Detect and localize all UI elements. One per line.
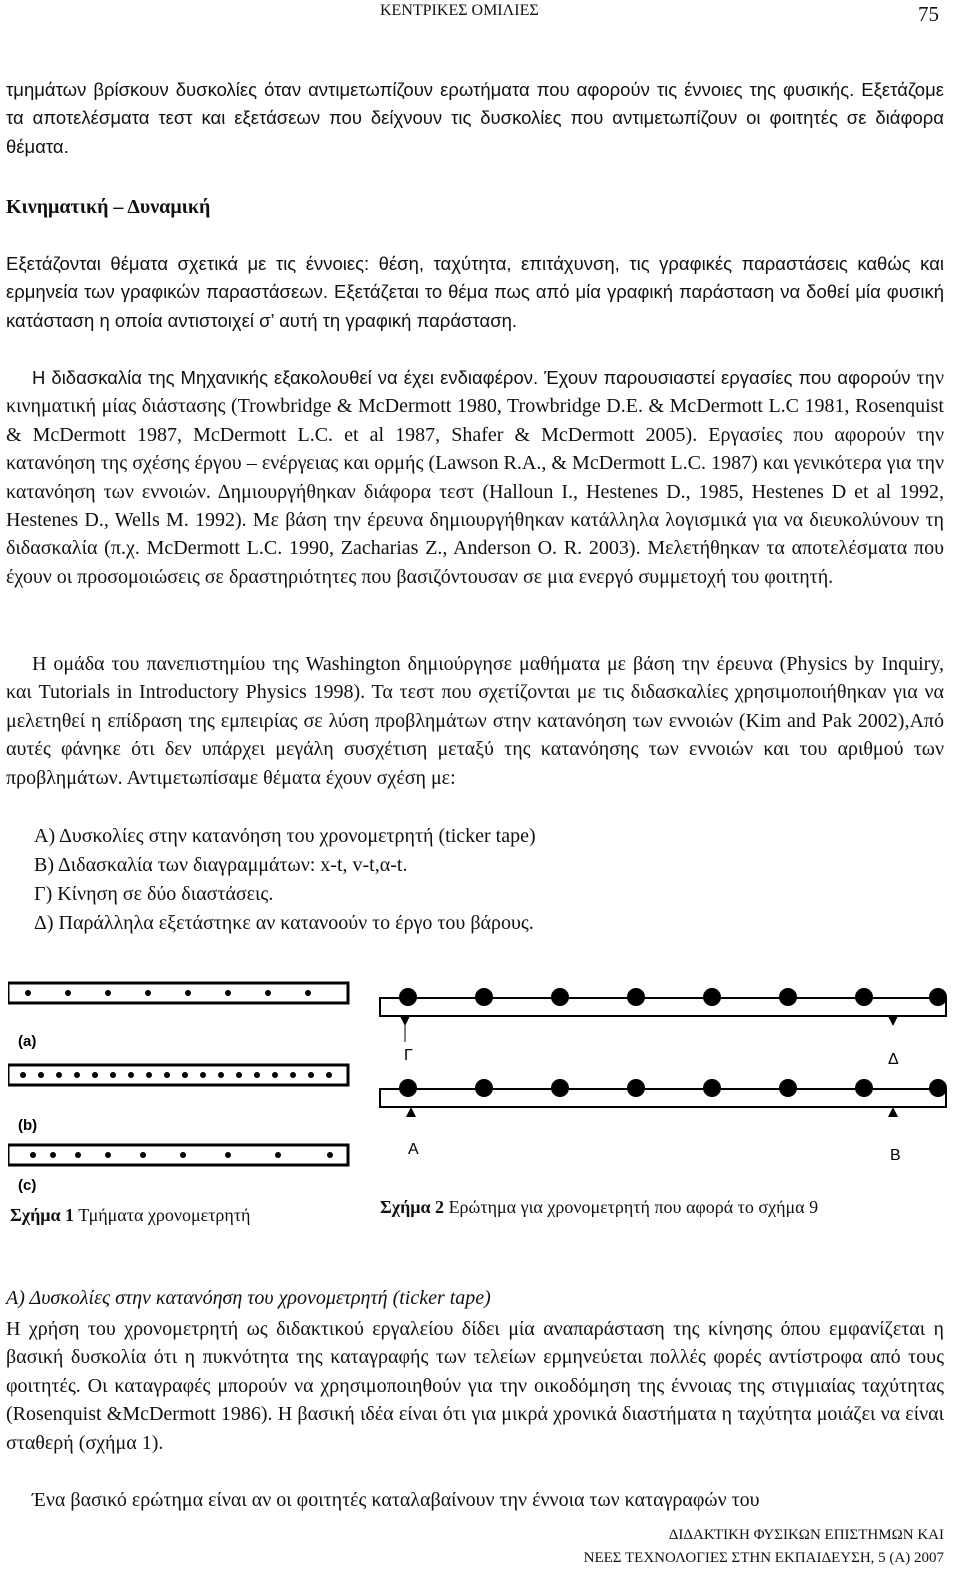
tape-b-dots bbox=[20, 1072, 332, 1078]
label-c: (c) bbox=[18, 1177, 37, 1194]
paragraph-ticker-tape: Η χρήση του χρονομετρητή ως διδακτικού εργαλείου δίδει μία αναπαράσταση της κίνησης όπου εμφανίζεται η βασική δυσκολία ότι η πυκνότητα της καταγραφής των τελείων ερμηνεύεται πολλές φορές αντίστροφα από τους φοιτητές. Οι καταγραφές μπορούν να χρησιμοποιηθούν για την οικοδόμηση της έννοιας της στιγμιαίας ταχύτητας (Rosenquist &McDermott 1986). Η βασική ιδέα είναι ότι για μικρά χρονικά διαστήματα η ταχύτητα μοιάζει να είναι σταθερή (σχήμα 1). bbox=[6, 1318, 944, 1454]
marker-alpha bbox=[406, 1107, 416, 1117]
topics-list bbox=[34, 822, 536, 938]
label-alpha: Α bbox=[408, 1141, 419, 1158]
figure-1-caption-label: Σχήμα 1 bbox=[10, 1205, 75, 1225]
intro-paragraph: τμημάτων βρίσκουν δυσκολίες όταν αντιμετωπίζουν ερωτήματα που αφορούν τις έννοιες της φυσικής. Εξετάζομε τα αποτελέσματα τεστ και εξετάσεων που δείχνουν τις δυσκολίες που αντιμετωπίζουν οι φοιτητές σε διάφορα θέματα. bbox=[6, 79, 944, 157]
subsection-title: Α) Δυσκολίες στην κατανόηση του χρονομετρητή (ticker tape) bbox=[6, 1287, 491, 1309]
tape-c bbox=[8, 1145, 348, 1165]
label-gamma: Γ bbox=[404, 1047, 413, 1064]
section-heading: Κινηματική – Δυναμική bbox=[6, 196, 211, 218]
marker-beta bbox=[888, 1107, 898, 1117]
figure-2-caption-label: Σχήμα 2 bbox=[380, 1197, 445, 1217]
label-b: (b) bbox=[18, 1117, 38, 1134]
topic-item: Γ) Κίνηση σε δύο διαστάσεις. bbox=[34, 883, 274, 905]
paragraph-mechanics-lead: Η διδασκαλία της Μηχανικής εξακολουθεί να έχει ενδιαφέρον. Έχουν παρουσιαστεί εργασίες που αφορούν bbox=[32, 367, 911, 388]
paragraph-question: Ένα βασικό ερώτημα είναι αν οι φοιτητές καταλαβαίνουν την έννοια των καταγραφών του bbox=[32, 1489, 760, 1511]
paragraph-mechanics-rest: την κινηματική μίας διάστασης (Trowbridge & McDermott 1980, Trowbridge D.E. & McDermott L.C 1981, Rosenquist & McDermott 1987, McDermott L.C. et al 1987, Shafer & McDermott 2005). Εργασίες που αφορούν την κατανόηση της σχέσης έργου – ενέργειας και ορμής (Lawson R.A., & McDermott L.C. 1987) και γενικότερα για την κατανόηση των εννοιών. Δημιουργήθηκαν διάφορα τεστ (Halloun I., Hestenes D., 1985, Hestenes D et al 1992, Hestenes D., Wells M. 1992). Με βάση την έρευνα δημιουργήθηκαν κατάλληλα λογισμικά για να διευκολύνουν τη διδασκαλία (π.χ. McDermott L.C. 1990, Zacharias Z., Anderson O. R. 2003). Μελετήθηκαν τα αποτελέσματα που έχουν οι προσομοιώσεις σε δραστηριότητες που βασιζόντουσαν σε μια ενεργό συμμετοχή του φοιτητή. bbox=[6, 367, 944, 588]
running-header bbox=[0, 0, 960, 30]
marker-delta bbox=[888, 1016, 898, 1026]
tape-c-dots bbox=[30, 1152, 333, 1158]
paragraph-washington: Η ομάδα του πανεπιστημίου της Washington δημιούργησε μαθήματα με βάση την έρευνα (Physics by Inquiry, και Tutorials in Introductory Physics 1998). Τα τεστ που σχετίζονται με τις διδασκαλίες χρησιμοποιήθηκαν για να μελετηθεί η επίδραση της εμπειρίας σε λύση προβλημάτων στην κατανόηση των εννοιών (Kim and Pak 2002),Από αυτές φάνηκε ότι δεν υπάρχει μεγάλη συσχέτιση μεταξύ της κατανόησης των εννοιών και του αριθμού των προβλημάτων. Αντιμετωπίσαμε θέματα έχουν σχέση με: bbox=[6, 653, 944, 789]
label-beta: Β bbox=[890, 1147, 901, 1164]
tape-a-dots bbox=[25, 990, 311, 996]
topic-item: Β) Διδασκαλία των διαγραμμάτων: x-t, v-t,α-t. bbox=[34, 854, 408, 876]
tape-a bbox=[8, 983, 348, 1003]
topic-item: Δ) Παράλληλα εξετάστηκε αν κατανοούν το έργο του βάρους. bbox=[34, 912, 534, 934]
footer-line-1: ΔΙΔΑΚΤΙΚΗ ΦΥΣΙΚΩΝ ΕΠΙΣΤΗΜΩΝ ΚΑΙ bbox=[668, 1527, 944, 1543]
paragraph-kinematics: Εξετάζονται θέματα σχετικά με τις έννοιες: θέση, ταχύτητα, επιτάχυνση, τις γραφικές παραστάσεις καθώς και ερμηνεία των γραφικών παραστάσεων. Εξετάζεται το θέμα πως από μία γραφική παράσταση να δοθεί μία φυσική κατάσταση η οποία αντιστοιχεί σ’ αυτή τη γραφική παράσταση. bbox=[6, 253, 944, 331]
label-delta: Δ bbox=[888, 1051, 899, 1068]
paragraph-mechanics bbox=[6, 364, 944, 591]
figure-2-caption: Σχήμα 2 Ερώτημα για χρονομετρητή που αφορά το σχήμα 9 bbox=[380, 1197, 819, 1217]
figure-2-ticker-question bbox=[378, 978, 950, 1170]
journal-footer bbox=[584, 1524, 944, 1570]
label-a: (a) bbox=[18, 1033, 37, 1050]
page-number: 75 bbox=[918, 2, 939, 26]
figure-1-ticker-tapes bbox=[8, 980, 353, 1195]
header-title: ΚΕΝΤΡΙΚΕΣ ΟΜΙΛΙΕΣ bbox=[380, 2, 539, 19]
topic-item: Α) Δυσκολίες στην κατανόηση του χρονομετρητή (ticker tape) bbox=[34, 825, 536, 847]
footer-line-2: ΝΕΕΣ ΤΕΧΝΟΛΟΓΙΕΣ ΣΤΗΝ ΕΚΠΑΙΔΕΥΣΗ, 5 (Α) 2007 bbox=[583, 1550, 944, 1566]
figure-1-caption: Σχήμα 1 Τμήματα χρονομετρητή bbox=[10, 1205, 251, 1225]
